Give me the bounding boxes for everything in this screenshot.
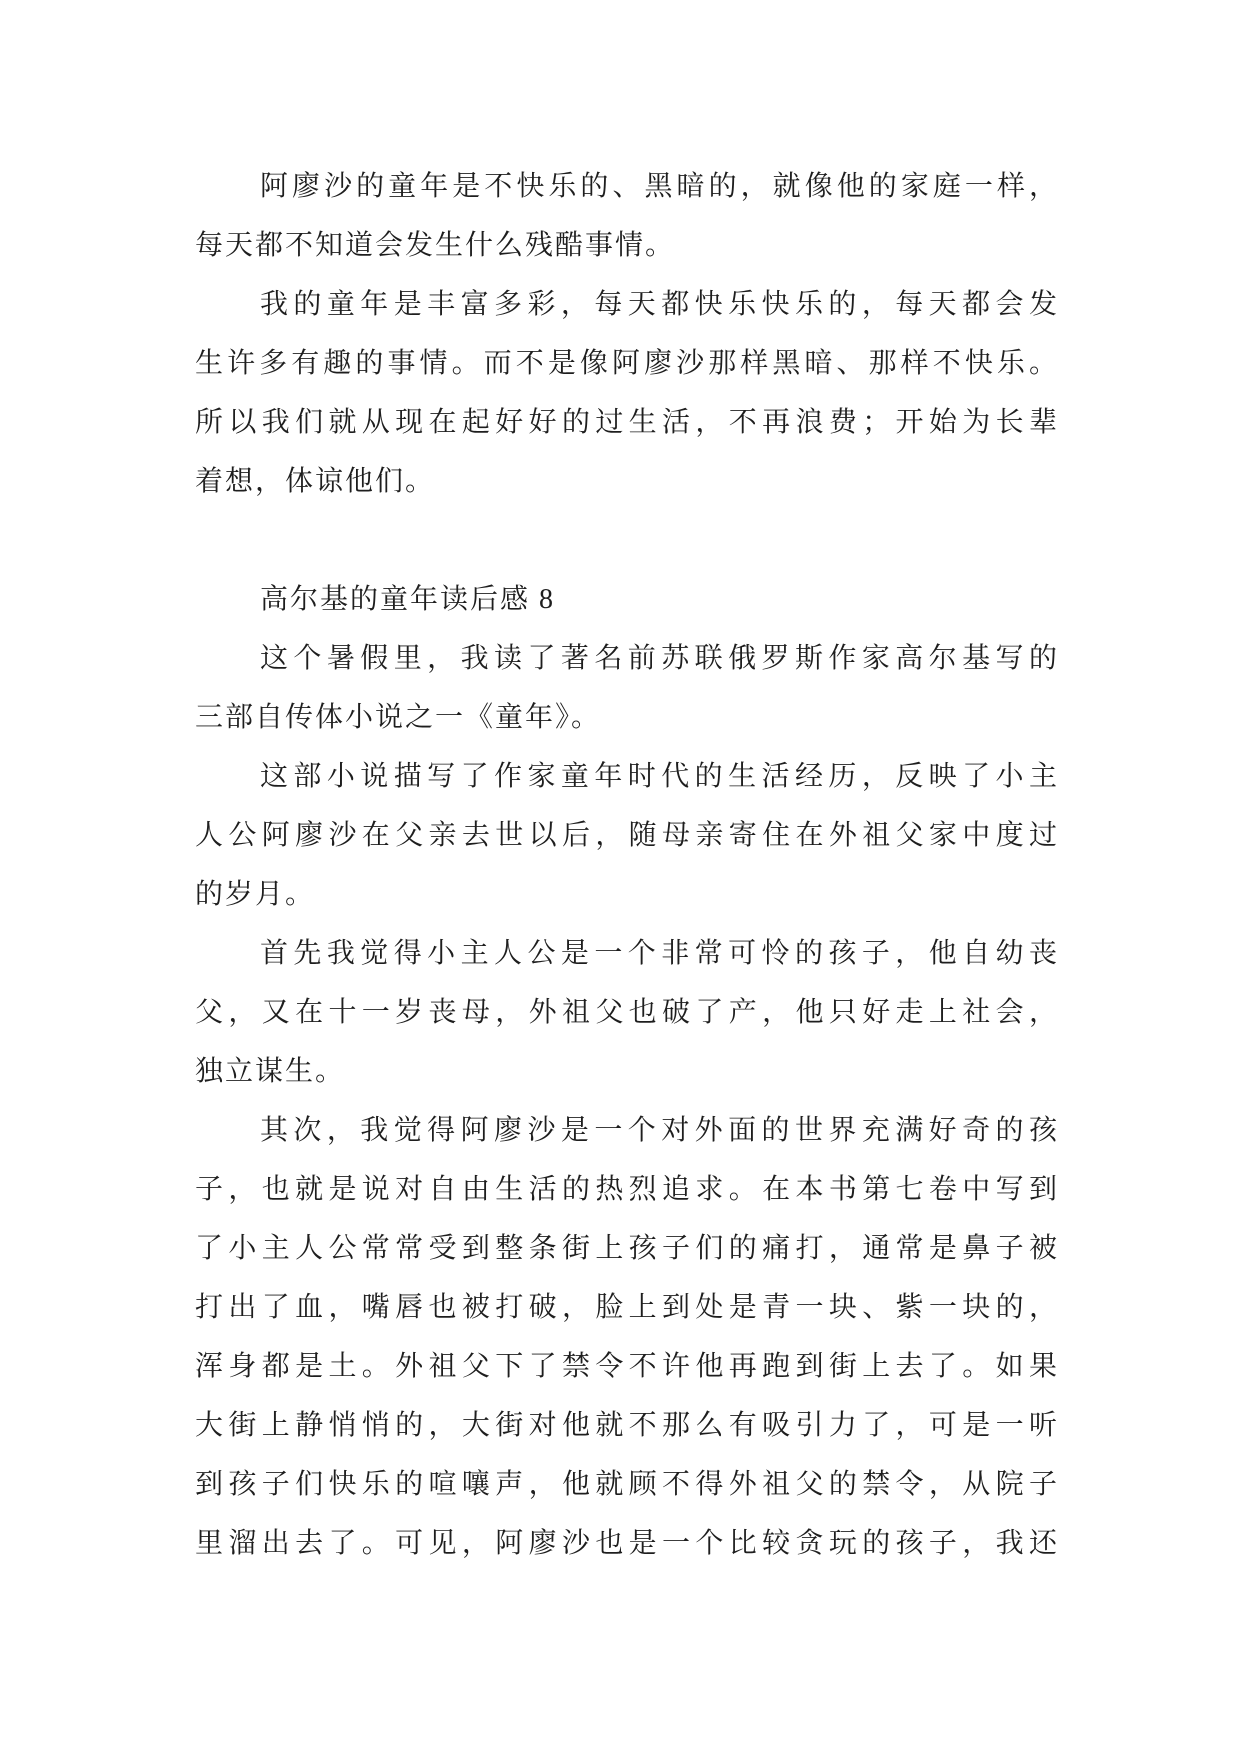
paragraph-line: 独立谋生。: [195, 1056, 346, 1087]
paragraph: [195, 747, 1059, 924]
paragraph-line: 其次，我觉得阿廖沙是一个对外面的世界充满好奇的孩: [260, 1115, 1059, 1146]
document-page: [195, 157, 1059, 1573]
section-heading: 高尔基的童年读后感 8: [260, 584, 556, 615]
paragraph: [195, 1101, 1059, 1573]
paragraph-line: 到孩子们快乐的喧嚷声，他就顾不得外祖父的禁令，从院子: [195, 1469, 1059, 1500]
paragraph-line: 阿廖沙的童年是不快乐的、黑暗的，就像他的家庭一样，: [260, 171, 1059, 202]
paragraph: [195, 157, 1059, 275]
paragraph-line: 三部自传体小说之一《童年》。: [195, 702, 602, 733]
paragraph-line: 所以我们就从现在起好好的过生活，不再浪费；开始为长辈: [195, 407, 1059, 438]
paragraph-line: 人公阿廖沙在父亲去世以后，随母亲寄住在外祖父家中度过: [195, 820, 1059, 851]
paragraph: [195, 275, 1059, 511]
paragraph-line: 生许多有趣的事情。而不是像阿廖沙那样黑暗、那样不快乐。: [195, 348, 1059, 379]
paragraph-line: 子，也就是说对自由生活的热烈追求。在本书第七卷中写到: [195, 1174, 1059, 1205]
paragraph-line: 里溜出去了。可见，阿廖沙也是一个比较贪玩的孩子，我还: [195, 1528, 1059, 1559]
paragraph-line: 这个暑假里，我读了著名前苏联俄罗斯作家高尔基写的: [260, 643, 1059, 674]
paragraph-line: 着想，体谅他们。: [195, 466, 436, 497]
paragraph-line: 我的童年是丰富多彩，每天都快乐快乐的，每天都会发: [260, 289, 1059, 320]
paragraph-line: 打出了血，嘴唇也被打破，脸上到处是青一块、紫一块的，: [195, 1292, 1059, 1323]
paragraph: [195, 924, 1059, 1101]
paragraph-line: 首先我觉得小主人公是一个非常可怜的孩子，他自幼丧: [260, 938, 1059, 969]
paragraph-line: 了小主人公常常受到整条街上孩子们的痛打，通常是鼻子被: [195, 1233, 1059, 1264]
paragraph: [195, 629, 1059, 747]
paragraph-line: 这部小说描写了作家童年时代的生活经历，反映了小主: [260, 761, 1059, 792]
paragraph-line: 每天都不知道会发生什么残酷事情。: [195, 230, 676, 261]
paragraph-line: 的岁月。: [195, 879, 316, 910]
paragraph-line: 大街上静悄悄的，大街对他就不那么有吸引力了，可是一听: [195, 1410, 1059, 1441]
paragraph-line: 浑身都是土。外祖父下了禁令不许他再跑到街上去了。如果: [195, 1351, 1059, 1382]
paragraph-line: 父，又在十一岁丧母，外祖父也破了产，他只好走上社会，: [195, 997, 1059, 1028]
